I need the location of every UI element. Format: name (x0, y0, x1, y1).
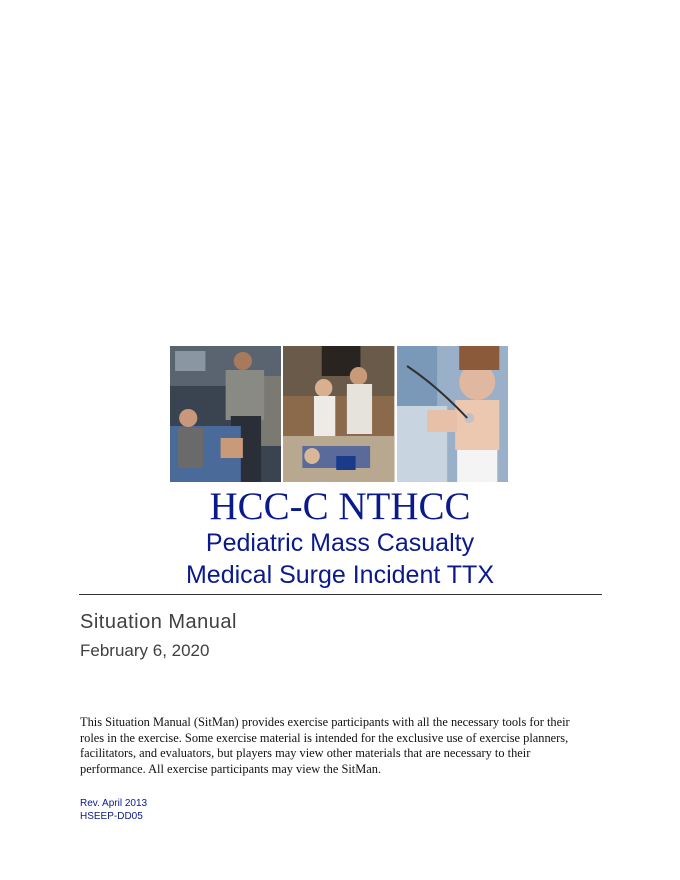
paramedic-with-child-photo (170, 346, 281, 482)
document-type: Situation Manual (80, 611, 237, 633)
infant-with-stethoscope-photo (397, 346, 508, 482)
clinicians-with-patient-photo (283, 346, 394, 482)
document-subtitle-line2: Medical Surge Incident TTX (185, 561, 495, 589)
revision-label: Rev. April 2013 (80, 798, 148, 809)
title-divider (79, 594, 602, 595)
document-subtitle-line1: Pediatric Mass Casualty (205, 529, 475, 557)
document-title: HCC-C NTHCC (209, 485, 471, 528)
form-id-label: HSEEP-DD05 (80, 811, 143, 822)
cover-photo-strip (170, 346, 508, 482)
document-description: This Situation Manual (SitMan) provides exercise participants with all the necessary tools for their roles in the exercise. Some exercise material is intended for the exclusive use of exercise planners, facilitators, and evaluators, but players may view other materials that are necessary to their performance. All exercise participants may view the SitMan. (80, 715, 570, 777)
document-date: February 6, 2020 (80, 641, 210, 660)
